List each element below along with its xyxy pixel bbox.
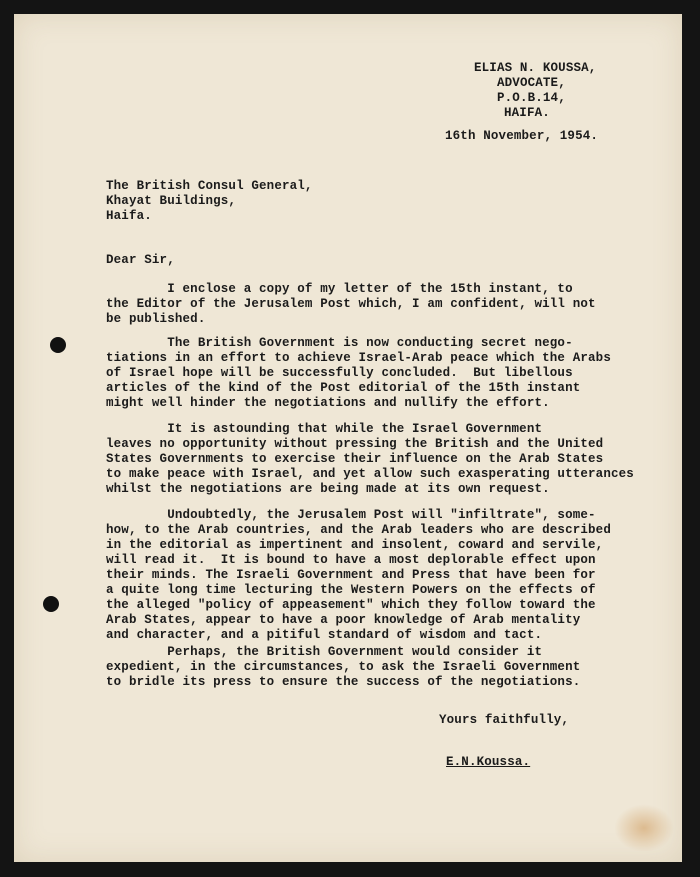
addressee-block <box>106 179 313 224</box>
body-paragraph-2: The British Government is now conducting secret nego- tiations in an effort to achieve Israel-Arab peace which the Arabs of Israel hope will be successfully concluded. But libellous articles of the kind of the Post editorial of the 15th instant might well hinder the negotiations and nullify the effort. <box>106 336 611 410</box>
letter-page <box>14 14 682 862</box>
letterhead-title: ADVOCATE, <box>497 76 566 90</box>
letterhead <box>474 61 596 121</box>
signature: E.N.Koussa. <box>446 755 531 769</box>
punch-hole-bottom <box>43 596 59 612</box>
body-paragraph-4: Undoubtedly, the Jerusalem Post will "infiltrate", some- how, to the Arab countries, and the Arab leaders who are described in the editorial as impertinent and insolent, coward and servile, will read it. It is bound to have a most deplorable effect upon their minds. The Israeli Government and Press that have been for a quite long time lecturing the Western Powers on the effects of the alleged "policy of appeasement" which they follow toward the Arab States, appear to have a poor knowledge of Arab mentality and character, and a pitiful standard of wisdom and tact. <box>106 508 611 642</box>
addressee-line: Haifa. <box>106 209 152 223</box>
addressee-line: The British Consul General, <box>106 179 313 193</box>
salutation: Dear Sir, <box>106 253 175 267</box>
closing: Yours faithfully, <box>439 713 570 727</box>
letterhead-city: HAIFA. <box>504 106 550 120</box>
body-paragraph-5: Perhaps, the British Government would consider it expedient, in the circumstances, to ask the Israeli Government to bridle its press to ensure the success of the negotiations. <box>106 645 581 689</box>
addressee-line: Khayat Buildings, <box>106 194 237 208</box>
body-paragraph-1: I enclose a copy of my letter of the 15th instant, to the Editor of the Jerusalem Post which, I am confident, will not be published. <box>106 282 596 326</box>
body-paragraph-3: It is astounding that while the Israel Government leaves no opportunity without pressing the British and the United States Governments to exercise their influence on the Arab States to make peace with Israel, and yet allow such exasperating utterances whilst the negotiations are being made at its own request. <box>106 422 634 496</box>
letter-date: 16th November, 1954. <box>445 129 599 143</box>
letterhead-pobox: P.O.B.14, <box>497 91 566 105</box>
paper-stain <box>614 804 674 852</box>
letterhead-name: ELIAS N. KOUSSA, <box>474 61 597 75</box>
punch-hole-top <box>50 337 66 353</box>
